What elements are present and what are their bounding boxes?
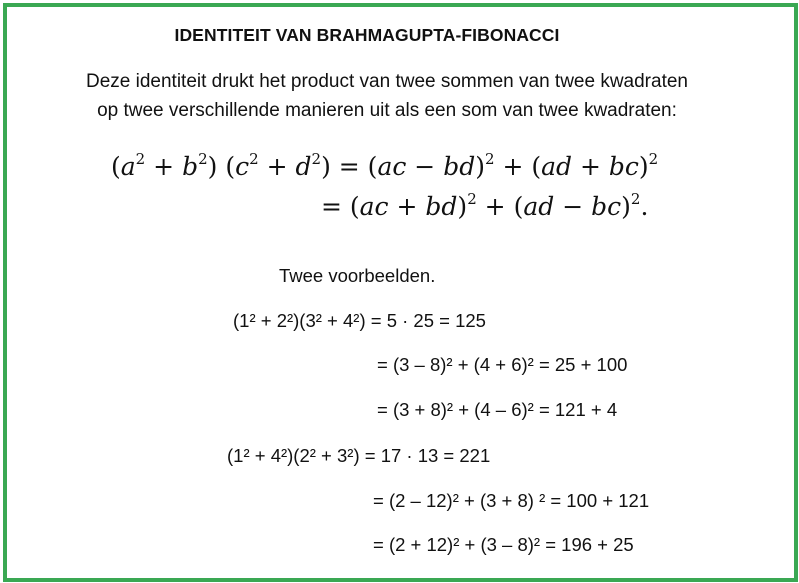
example-1-line-3: = (3 + 8)² + (4 – 6)² = 121 + 4 [377,399,618,420]
identity-rhs-2: = (ac + bd)$^2$ + (ad − bc)$^2$. [321,190,649,221]
example-2-line-3: = (2 + 12)² + (3 – 8)² = 196 + 25 [373,534,634,555]
examples-heading: Twee voorbeelden. [279,265,436,286]
example-2-line-1: (1² + 4²)(2² + 3²) = 17 · 13 = 221 [227,445,491,466]
intro-paragraph [37,67,737,125]
example-1-line-2: = (3 – 8)² + (4 + 6)² = 25 + 100 [377,354,628,375]
identity-lhs: $(a^2 + b^2) (c^2 + d^2)$ [111,150,331,181]
example-1-line-1: (1² + 2²)(3² + 4²) = 5 · 25 = 125 [233,310,486,331]
identity-formula-line-1 [111,152,658,181]
intro-line-1: Deze identiteit drukt het product van twee sommen van twee kwadraten [86,71,688,92]
page-title: IDENTITEIT VAN BRAHMAGUPTA-FIBONACCI [174,25,560,45]
intro-line-2: op twee verschillende manieren uit als een som van twee kwadraten: [97,100,677,121]
example-2-line-2: = (2 – 12)² + (3 + 8) ² = 100 + 121 [373,490,650,511]
identity-rhs-1: = (ac − bd)$^2$ + (ad + bc)$^2$ [338,150,659,181]
identity-formula-line-2 [321,192,648,221]
document-frame [3,3,798,582]
